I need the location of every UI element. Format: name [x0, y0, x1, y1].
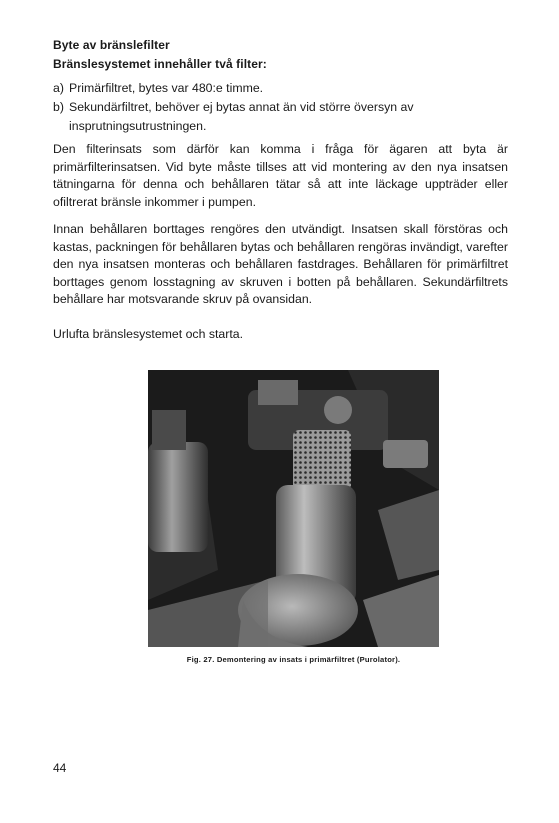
- section-subheading: Bränslesystemet innehåller två filter:: [53, 57, 267, 71]
- list-item-text: Sekundärfiltret, behöver ej bytas annat än vid större översyn av insprutningsutrustningen.: [69, 100, 414, 133]
- body-paragraph: Urlufta bränslesystemet och starta.: [53, 327, 243, 341]
- page-number: 44: [53, 761, 67, 775]
- fuel-filter-photo-illustration: [148, 370, 439, 647]
- list-item-text: Primärfiltret, bytes var 480:e timme.: [69, 81, 264, 95]
- list-item-label: b): [53, 100, 64, 114]
- list-item: [53, 79, 508, 98]
- body-paragraph: Den filterinsats som därför kan komma i fråga för ägaren att byta är primärfilterinsatsen. Vid byte måste tillses att vid montering av den nya insatsen tätningarna för denna och behållaren tätar så att inte läckage uppträder eller ofiltrerat bränsle inkommer i pumpen.: [53, 142, 508, 209]
- section-heading: Byte av bränslefilter: [53, 38, 170, 52]
- list-item: [53, 98, 508, 136]
- figure-photo: [148, 370, 439, 647]
- list-item-label: a): [53, 81, 64, 95]
- figure-caption: Fig. 27. Demontering av insats i primärfiltret (Purolator).: [186, 655, 401, 664]
- body-paragraph: Innan behållaren borttages rengöres den utvändigt. Insatsen skall förstöras och kastas, packningen för behållaren bytas och behållaren rengöras invändigt, varefter den nya insatsen monteras och behållaren fastdrages. Behållaren för primärfiltret borttages genom losstagning av skruven i botten på behållaren. Sekundärfiltrets behållare har motsvarande skruv på ovansidan.: [53, 222, 508, 306]
